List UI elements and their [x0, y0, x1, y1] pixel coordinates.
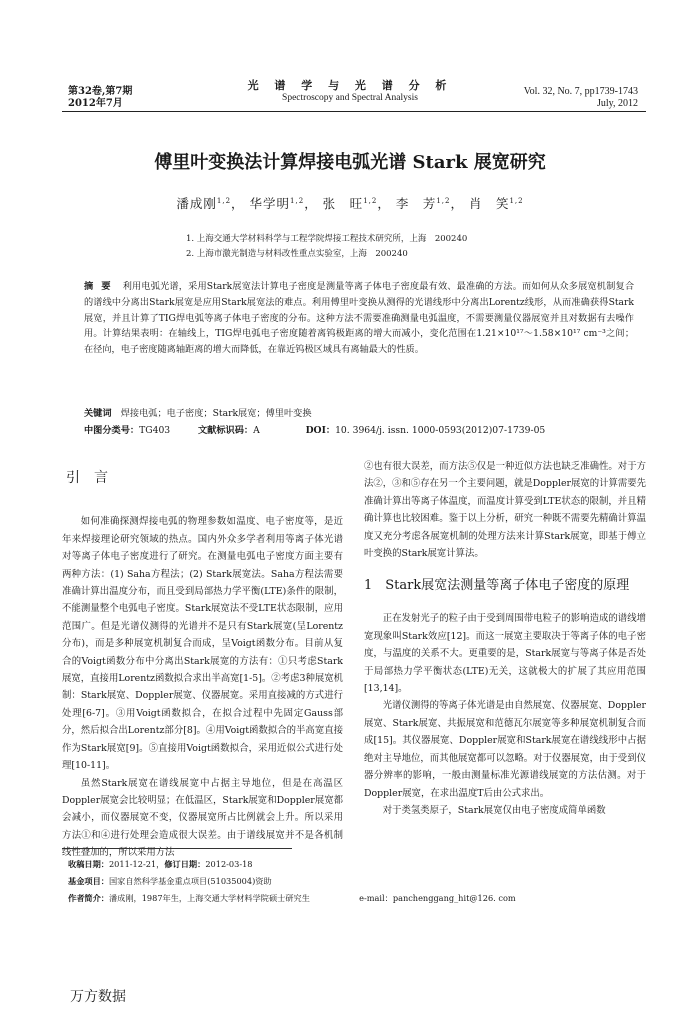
- clc-label: 中图分类号：: [84, 425, 140, 436]
- received-date: 2011-12-21，: [108, 859, 165, 869]
- author-affil: 1,2: [436, 196, 451, 205]
- author-name: 张 旺: [322, 196, 364, 211]
- footnote-fund: [68, 873, 638, 890]
- intro-paragraph: 如何准确探测焊接电弧的物理参数如温度、电子密度等，是近年来焊接理论研究领域的热点。国内外众多学者利用等离子体光谱对等离子体电子密度进行了研究。在测量电弧电子密度方面主要有两种方法：(1) Saha方程法；(2) Stark展宽法。Saha方程法需要准确计算出温度分布，而且受到局部热力学平衡(LTE)条件的限制，不能测量整个电弧电子密度。Stark展宽法不受LTE状态限制，应用范围广。但是光谱仪测得的光谱并不是只有Stark展宽(呈Lorentz分布)，而是多种展宽机制复合而成，呈Voigt函数分布。目前从复合的Voigt函数分布中分离出Stark展宽的方法有：①只考虑Stark展宽，直接用Lorentz函数拟合求出半高宽[1-5]。②考虑3种展宽机制：Stark展宽、Doppler展宽、仪器展宽。采用直接减的方式进行处理[6-7]。③用Voigt函数拟合，在拟合过程中先固定Gauss部分，然后拟合出Lorentz部分[8]。④用Voigt函数拟合的半高宽直接作为Stark展宽[9]。⑤直接用Voigt函数拟合，采用近似公式进行处理[10-11]。: [62, 516, 343, 772]
- footnote-rule: [62, 848, 292, 849]
- footnote-dates: [68, 856, 638, 873]
- footnote-author: [68, 890, 638, 907]
- footnote: [68, 856, 638, 907]
- author-bio-label: 作者简介：: [68, 893, 109, 903]
- issue-date: 2012年7月: [68, 98, 123, 109]
- doccode-label: 文献标识码：: [197, 425, 254, 436]
- section-1-paragraph: 正在发射光子的粒子由于受到周围带电粒子的影响造成的谱线增宽现象叫Stark效应[12]。而这一展宽主要取决于等离子体的电子密度，与温度的关系不大。更重要的是，Stark展宽与等离子体是否处于局部热力学平衡状态(LTE)无关，这就极大的扩展了其应用范围[13,14]。: [364, 613, 646, 695]
- issue-date-en: July, 2012: [596, 98, 638, 109]
- doccode-value: A: [253, 425, 260, 436]
- abstract-label: 摘要: [84, 281, 119, 292]
- section-1-paragraph: 对于类氢类原子，Stark展宽仅由电子密度成简单函数: [382, 804, 606, 816]
- abstract-text: 利用电弧光谱，采用Stark展宽法计算电子密度是测量等离子体电子密度最有效、最准确的方法。而如何从众多展宽机制复合的谱线中分离出Stark展宽是应用Stark展宽法的难点。利用傅里叶变换从测得的光谱线形中分离出Lorentz线形，从而准确获得Stark展宽，并且计算了TIG焊电弧等离子体电子密度的分布。这种方法不需要准确测量电弧温度，不需要测量仪器展宽并且对数据有去噪作用。计算结果表明：在轴线上，TIG焊电弧电子密度随着离钨极距离的增大而减小，变化范围在1.21×10¹⁷～1.58×10¹⁷ cm⁻³之间；在径向，电子密度随离轴距离的增大而降低，在靠近钨极区域具有离轴最大的性质。: [84, 281, 635, 356]
- fund-label: 基金项目：: [68, 876, 109, 886]
- journal-name-en: Spectroscopy and Spectral Analysis: [282, 93, 418, 103]
- doi-value: 10. 3964/j. issn. 1000-0593(2012)07-1739-05: [335, 425, 546, 436]
- received-label: 收稿日期：: [68, 859, 109, 869]
- author-name: 肖 笑: [468, 196, 510, 211]
- author-bio: 潘成刚，1987年生，上海交通大学材料学院硕士研究生: [108, 893, 310, 903]
- abstract: [84, 279, 634, 358]
- paper-title: 傅里叶变换法计算焊接电弧光谱 Stark 展宽研究: [154, 152, 546, 173]
- header-rule: [62, 111, 646, 112]
- author-name: 潘成刚: [176, 196, 217, 211]
- author-name: 李 芳: [395, 196, 437, 211]
- right-paragraph: ②也有很大误差，而方法⑤仅是一种近似方法也缺乏准确性。对于方法②，③和⑤存在另一个主要问题，就是Doppler展宽的计算需要先准确计算出等离子体温度，而温度计算受到LTE状态的限制，并且精确计算也比较困难。鉴于以上分析，研究一种既不需要先精确计算温度又充分考虑各展宽机制的处理方法来计算Stark展宽，即基于傅立叶变换的Stark展宽计算法。: [364, 461, 646, 560]
- keywords-text: 焊接电弧；电子密度；Stark展宽；傅里叶变换: [120, 408, 312, 419]
- author-list: 潘成刚$^{1,2}$， 华学明$^{1,2}$， 张 旺$^{1,2}$， 李 芳$^{1,2}$， 肖 笑$^{1,2}$: [176, 196, 524, 211]
- intro-heading: 引 言: [66, 470, 108, 486]
- revised-label: 修订日期：: [164, 859, 206, 869]
- left-column: [62, 468, 343, 862]
- keywords: [84, 406, 634, 421]
- affiliation-2: 2. 上海市激光制造与材料改性重点实验室，上海 200240: [186, 249, 408, 259]
- right-column: [364, 458, 646, 819]
- section-1-heading: 1 Stark展宽法测量等离子体电子密度的原理: [364, 578, 630, 594]
- volume-issue: 第32卷,第7期: [68, 86, 133, 97]
- classification-line: [84, 423, 634, 438]
- doi-label: DOI：: [305, 425, 336, 436]
- author-affil: 1,2: [363, 196, 378, 205]
- journal-name-cn: 光 谱 学 与 光 谱 分 析: [247, 79, 453, 92]
- author-name: 华学明: [249, 196, 291, 211]
- intro-paragraph: 虽然Stark展宽在谱线展宽中占据主导地位，但是在高温区Doppler展宽会比较明显；在低温区，Stark展宽和Doppler展宽都会减小，而仪器展宽不变，仪器展宽所占比例就会上升。所以采用方法①和④进行处理会造成很大误差。由于谱线展宽并不是各机制线性叠加的，所以采用方法: [62, 777, 343, 859]
- issue-info-en: [524, 86, 638, 110]
- author-affil: 1,2: [216, 196, 232, 205]
- author-affil: 1,2: [290, 196, 305, 205]
- fund-text: 国家自然科学基金重点项目(51035004)资助: [108, 876, 272, 886]
- email-address: panchenggang_hit@126. com: [392, 893, 516, 903]
- section-1-paragraph: 光谱仪测得的等离子体光谱是由自然展宽、仪器展宽、Doppler展宽、Stark展宽、共振展宽和范德瓦尔展宽等多种展宽机制复合而成[15]。其仪器展宽、Doppler展宽和Stark展宽在谱线线形中占据绝对主导地位，而其他展宽都可以忽略。对于仪器展宽，由于受到仪器分辨率的影响，一般由测量标准光源谱线展宽的方法估测。对于Doppler展宽，在求出温度T后由公式求出。: [364, 700, 646, 799]
- keywords-label: 关键词: [84, 408, 112, 419]
- author-affil: 1,2: [509, 196, 524, 205]
- affiliation-1: 1. 上海交通大学材料科学与工程学院焊接工程技术研究所，上海 200240: [186, 234, 468, 244]
- email-label: e-mail：: [359, 893, 393, 903]
- watermark: 万方数据: [70, 989, 126, 1005]
- revised-date: 2012-03-18: [205, 859, 253, 869]
- volume-pages-en: Vol. 32, No. 7, pp1739-1743: [523, 86, 638, 97]
- clc-code: TG403: [139, 425, 171, 436]
